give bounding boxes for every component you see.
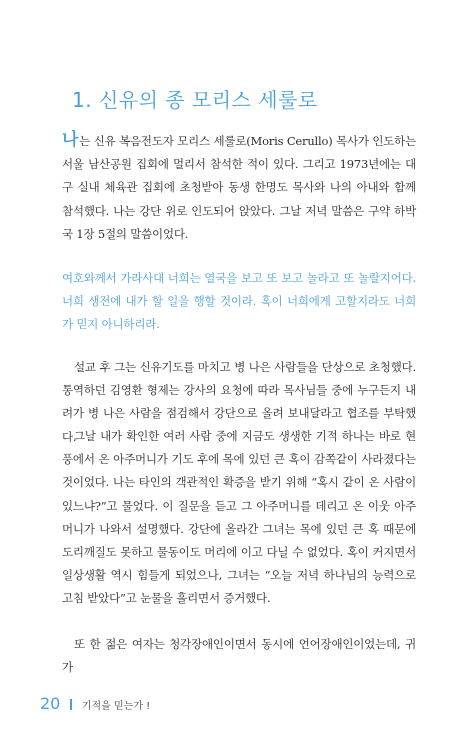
page-number: 20 [40, 694, 61, 713]
chapter-title: 1. 신유의 종 모리스 세룰로 [72, 88, 318, 112]
paragraph-healing-testimony: 그날 내가 확인한 여러 사람 중에 지금도 생생한 기적 하나는 바로 현풍에서 온 아주머니가 기도 후에 목에 있던 큰 혹이 감쪽같이 사라졌다는 것이었다. 나는 타인의 객관적인 확증을 받기 위해 “혹시 같이 온 사람이 있느냐?”고 물었다. 이 질문을 듣고 그 아주머니를 데리고 온 이웃 아주머니가 나와서 설명했다. 강단에 올라간 그녀는 목에 있던 큰 혹 때문에 도리깨질도 못하고 물동이도 머리에 이고 다닐 수 없었다. 혹이 커지면서 일상생활 역시 힘들게 되었으나, 그녀는 “오늘 저녁 하나님의 능력으로 고침 받았다”고 눈물을 흘리면서 증거했다. [62, 429, 416, 606]
paragraph-sermon-followup: 설교 후 그는 신유기도를 마치고 병 나은 사람들을 단상으로 초청했다. 통역하던 김영환 형제는 강사의 요청에 따라 목사님들 중에 누구든지 내려가 병 나은 사람을 점검해서 강단으로 올려 보내달라고 협조를 부탁했다. [62, 360, 416, 444]
running-title: 기적을 믿는가 ! [81, 701, 151, 712]
footer-divider [70, 699, 72, 710]
intro-paragraph-text: 는 신유 복음전도자 모리스 세룰로(Moris Cerullo) 목사가 인도하는 서울 남산공원 집회에 멀리서 참석한 적이 있다. 그리고 1973년에는 대구 실내 체육관 집회에 초청받아 동생 한명도 목사와 나의 아내와 함께 참석했다. 나는 강단 위로 인도되어 앉았다. 그날 저녁 말씀은 구약 하박국 1장 5절의 말씀이었다. [62, 134, 416, 241]
drop-cap: 나 [62, 130, 79, 150]
scripture-quote: 여호와께서 가라사대 너희는 열국을 보고 또 보고 놀라고 또 놀랄지어다. 너희 생전에 내가 할 일을 행할 것이라. 혹이 너희에게 고할지라도 너희가 믿지 아니하리라. [62, 271, 416, 332]
intro-paragraph [62, 129, 416, 246]
page-footer [40, 694, 150, 713]
paragraph-young-woman: 또 한 젊은 여자는 청각장애인이면서 동시에 언어장애인이었는데, 귀가 [62, 637, 416, 675]
